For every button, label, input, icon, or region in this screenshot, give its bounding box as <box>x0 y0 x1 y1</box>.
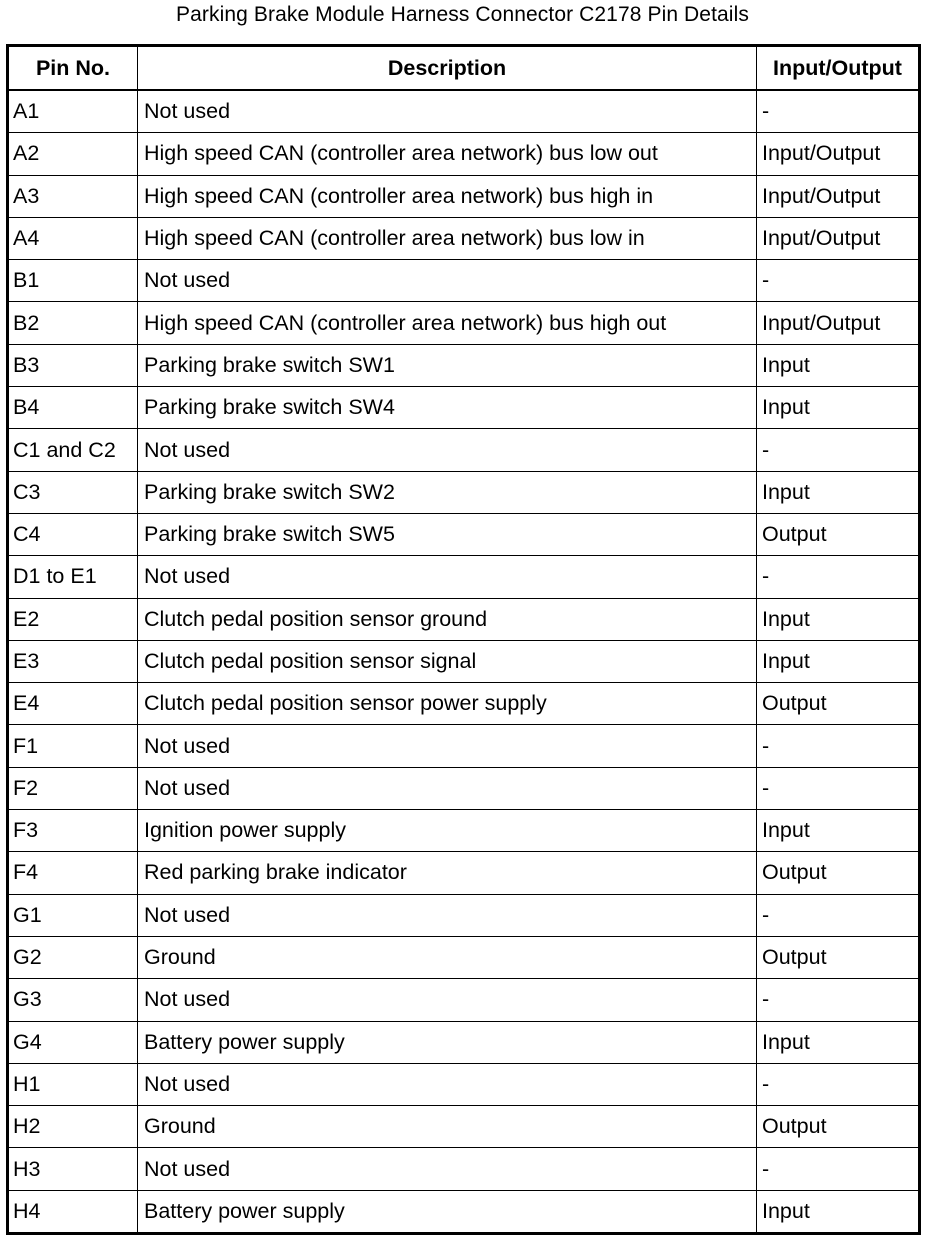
table-row <box>8 429 920 471</box>
input-output-cell: - <box>757 725 920 767</box>
description-cell: Parking brake switch SW4 <box>138 387 757 429</box>
description-cell: Not used <box>138 90 757 133</box>
pin-number-cell: G4 <box>8 1021 138 1063</box>
input-output-cell: Input <box>757 344 920 386</box>
table-row <box>8 852 920 894</box>
document-title: Parking Brake Module Harness Connector C2178 Pin Details <box>176 3 749 26</box>
pin-number-header: Pin No. <box>8 46 138 91</box>
input-output-cell: Input/Output <box>757 133 920 175</box>
pin-number-cell: C3 <box>8 471 138 513</box>
table-row <box>8 513 920 555</box>
pin-number-cell: A1 <box>8 90 138 133</box>
input-output-cell: Input/Output <box>757 302 920 344</box>
table-row <box>8 810 920 852</box>
table-row <box>8 1106 920 1148</box>
pin-number-cell: G1 <box>8 894 138 936</box>
table-row <box>8 979 920 1021</box>
pin-number-cell: D1 to E1 <box>8 556 138 598</box>
description-header: Description <box>138 46 757 91</box>
description-cell: Parking brake switch SW1 <box>138 344 757 386</box>
pin-number-cell: B2 <box>8 302 138 344</box>
input-output-cell: Output <box>757 1106 920 1148</box>
input-output-cell: Input <box>757 387 920 429</box>
description-cell: Parking brake switch SW2 <box>138 471 757 513</box>
description-cell: Not used <box>138 979 757 1021</box>
description-cell: Not used <box>138 1148 757 1190</box>
description-cell: Ignition power supply <box>138 810 757 852</box>
input-output-cell: Input/Output <box>757 175 920 217</box>
description-cell: Ground <box>138 1106 757 1148</box>
description-cell: High speed CAN (controller area network) bus high out <box>138 302 757 344</box>
input-output-cell: Input <box>757 1190 920 1233</box>
description-cell: High speed CAN (controller area network) bus low in <box>138 217 757 259</box>
table-row <box>8 471 920 513</box>
description-cell: Battery power supply <box>138 1021 757 1063</box>
table-row <box>8 302 920 344</box>
description-cell: High speed CAN (controller area network) bus high in <box>138 175 757 217</box>
table-header-row <box>8 46 920 91</box>
pin-number-cell: B1 <box>8 260 138 302</box>
table-row <box>8 556 920 598</box>
description-cell: Not used <box>138 556 757 598</box>
description-cell: High speed CAN (controller area network) bus low out <box>138 133 757 175</box>
input-output-cell: - <box>757 1063 920 1105</box>
table-row <box>8 387 920 429</box>
pin-number-cell: E2 <box>8 598 138 640</box>
pin-number-cell: H3 <box>8 1148 138 1190</box>
description-cell: Parking brake switch SW5 <box>138 513 757 555</box>
pin-number-cell: F1 <box>8 725 138 767</box>
table-row <box>8 90 920 133</box>
input-output-cell: - <box>757 767 920 809</box>
pin-number-cell: E4 <box>8 683 138 725</box>
description-cell: Red parking brake indicator <box>138 852 757 894</box>
input-output-cell: Input <box>757 640 920 682</box>
input-output-cell: Output <box>757 852 920 894</box>
pin-number-cell: B4 <box>8 387 138 429</box>
table-row <box>8 1063 920 1105</box>
description-cell: Battery power supply <box>138 1190 757 1233</box>
input-output-cell: - <box>757 556 920 598</box>
pin-number-cell: E3 <box>8 640 138 682</box>
table-row <box>8 683 920 725</box>
input-output-cell: Output <box>757 683 920 725</box>
input-output-cell: Input/Output <box>757 217 920 259</box>
table-row <box>8 767 920 809</box>
description-cell: Not used <box>138 260 757 302</box>
description-cell: Clutch pedal position sensor signal <box>138 640 757 682</box>
table-row <box>8 1190 920 1233</box>
description-cell: Clutch pedal position sensor ground <box>138 598 757 640</box>
pin-number-cell: F4 <box>8 852 138 894</box>
input-output-cell: - <box>757 429 920 471</box>
description-cell: Clutch pedal position sensor power supply <box>138 683 757 725</box>
table-row <box>8 936 920 978</box>
description-cell: Ground <box>138 936 757 978</box>
pin-number-cell: H1 <box>8 1063 138 1105</box>
input-output-cell: Input <box>757 1021 920 1063</box>
table-row <box>8 133 920 175</box>
input-output-cell: Input <box>757 471 920 513</box>
table-row <box>8 217 920 259</box>
pin-number-cell: H4 <box>8 1190 138 1233</box>
description-cell: Not used <box>138 1063 757 1105</box>
input-output-cell: Output <box>757 513 920 555</box>
table-row <box>8 640 920 682</box>
pin-number-cell: B3 <box>8 344 138 386</box>
table-row <box>8 260 920 302</box>
pin-number-cell: G2 <box>8 936 138 978</box>
pin-number-cell: H2 <box>8 1106 138 1148</box>
table-body <box>8 90 920 1234</box>
input-output-cell: - <box>757 979 920 1021</box>
table-row <box>8 598 920 640</box>
description-cell: Not used <box>138 894 757 936</box>
pin-number-cell: A2 <box>8 133 138 175</box>
input-output-cell: Input <box>757 810 920 852</box>
pin-number-cell: C1 and C2 <box>8 429 138 471</box>
input-output-cell: Input <box>757 598 920 640</box>
table-row <box>8 894 920 936</box>
pin-number-cell: G3 <box>8 979 138 1021</box>
pin-number-cell: A4 <box>8 217 138 259</box>
table-row <box>8 1021 920 1063</box>
pin-number-cell: F2 <box>8 767 138 809</box>
input-output-cell: - <box>757 1148 920 1190</box>
table-row <box>8 175 920 217</box>
pin-number-cell: C4 <box>8 513 138 555</box>
input-output-cell: - <box>757 90 920 133</box>
description-cell: Not used <box>138 429 757 471</box>
table-row <box>8 344 920 386</box>
input-output-cell: - <box>757 894 920 936</box>
table-row <box>8 725 920 767</box>
description-cell: Not used <box>138 725 757 767</box>
input-output-header: Input/Output <box>757 46 920 91</box>
input-output-cell: - <box>757 260 920 302</box>
table-row <box>8 1148 920 1190</box>
pin-details-table <box>6 44 921 1235</box>
input-output-cell: Output <box>757 936 920 978</box>
pin-number-cell: F3 <box>8 810 138 852</box>
pin-number-cell: A3 <box>8 175 138 217</box>
description-cell: Not used <box>138 767 757 809</box>
